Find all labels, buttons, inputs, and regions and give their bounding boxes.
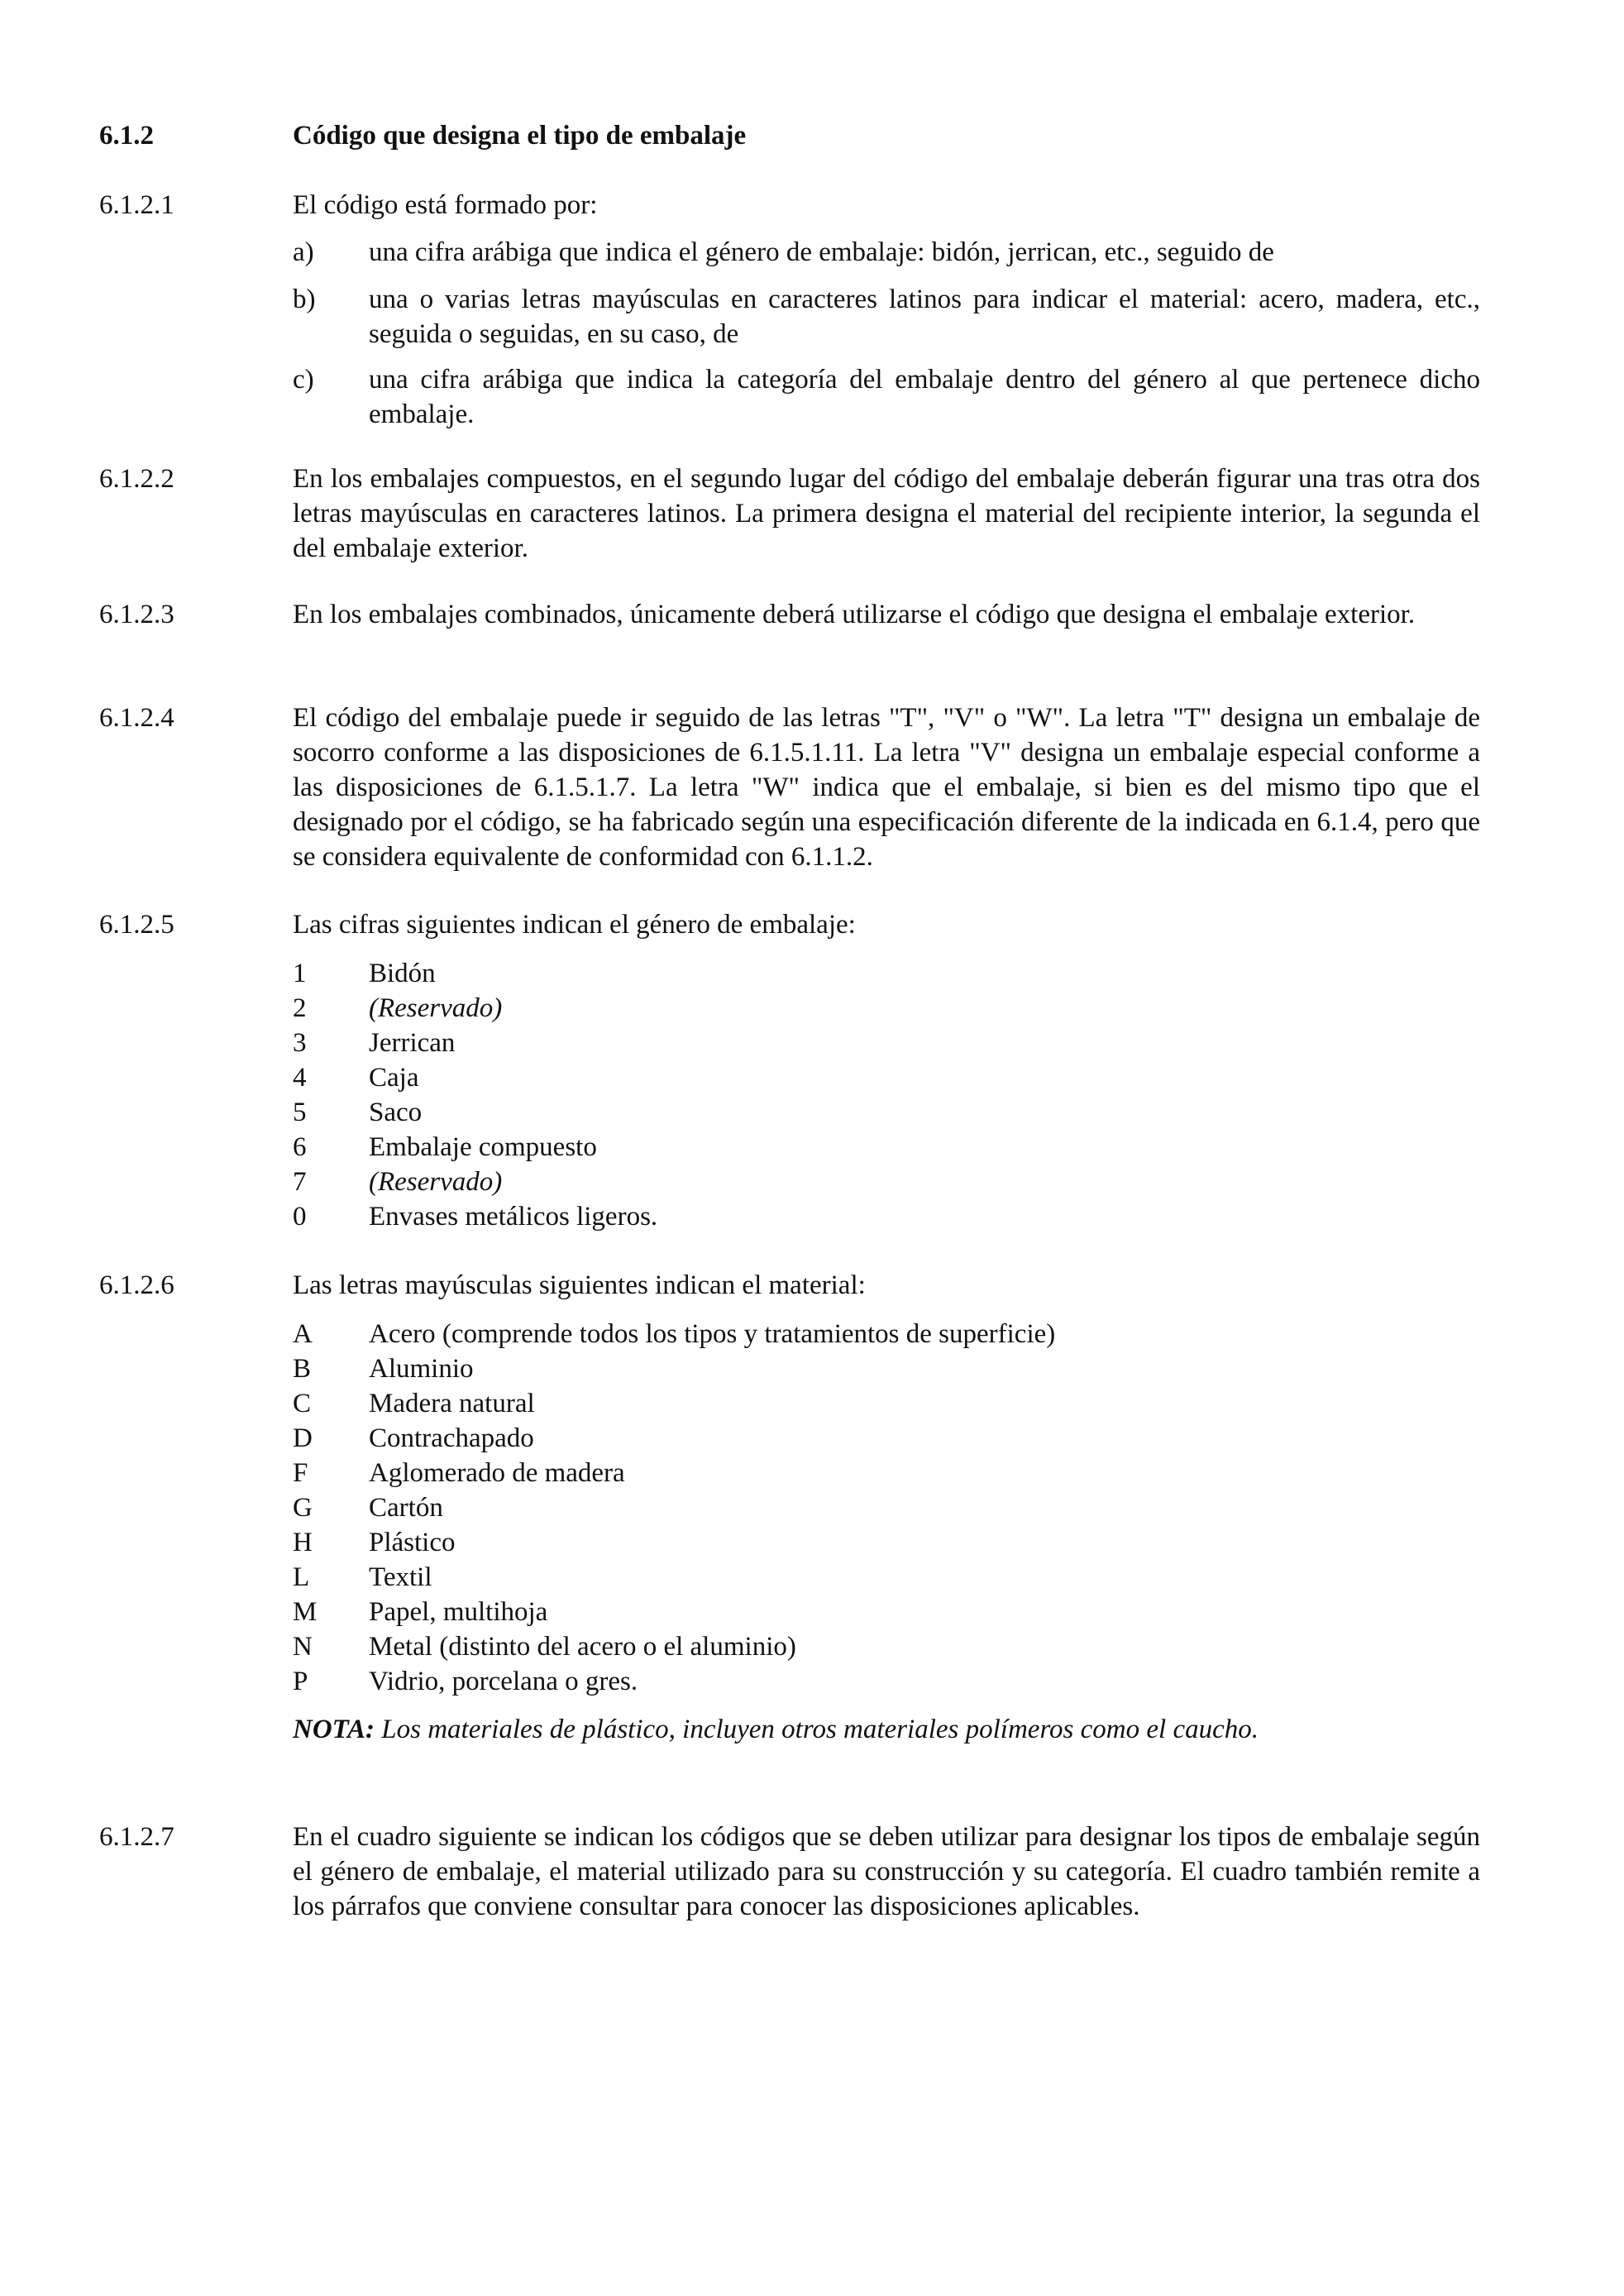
list-item	[293, 1130, 1480, 1165]
list-item-text: una cifra arábiga que indica la categoría del embalaje dentro del género al que pertenece dicho embalaje.	[369, 365, 1480, 429]
code: M	[293, 1597, 318, 1627]
list-item	[293, 1490, 1480, 1525]
description: Metal (distinto del acero o el aluminio)	[369, 1632, 796, 1662]
code: G	[293, 1493, 313, 1523]
paragraph-number: 6.1.2.4	[99, 703, 174, 733]
list-item	[293, 956, 1480, 991]
description: Cartón	[369, 1493, 443, 1523]
code: P	[293, 1667, 308, 1696]
description: Madera natural	[369, 1389, 535, 1418]
list-item	[293, 1560, 1480, 1595]
list-item	[293, 1351, 1480, 1386]
paragraph-number: 6.1.2.5	[99, 910, 174, 940]
description: Contrachapado	[369, 1423, 534, 1453]
list-item	[293, 991, 1480, 1026]
paragraph-number: 6.1.2.7	[99, 1822, 174, 1852]
list-item	[293, 1199, 1480, 1234]
list-item-label: b)	[293, 285, 316, 314]
code: 0	[293, 1202, 307, 1232]
description: Caja	[369, 1063, 419, 1093]
description: Acero (comprende todos los tipos y tratamientos de superficie)	[369, 1319, 1056, 1349]
paragraph-number: 6.1.2.6	[99, 1270, 174, 1300]
paragraph-number: 6.1.2.3	[99, 600, 174, 629]
note-label: NOTA:	[293, 1715, 375, 1744]
list-item-label: a)	[293, 237, 314, 267]
code: 6	[293, 1132, 307, 1162]
list-item	[293, 1595, 1480, 1629]
note-text: Los materiales de plástico, incluyen otros materiales polímeros como el caucho.	[375, 1715, 1259, 1744]
code: A	[293, 1319, 313, 1349]
code: N	[293, 1632, 313, 1662]
list-item	[293, 1095, 1480, 1130]
note	[293, 1712, 1480, 1747]
list-item	[293, 1386, 1480, 1421]
paragraph-text: El código está formado por:	[293, 190, 598, 220]
paragraph-text: Las cifras siguientes indican el género de embalaje:	[293, 910, 856, 940]
description: (Reservado)	[369, 1167, 503, 1197]
description: Papel, multihoja	[369, 1597, 548, 1627]
description: Bidón	[369, 959, 436, 988]
code: 4	[293, 1063, 307, 1093]
paragraph-text: En los embalajes combinados, únicamente deberá utilizarse el código que designa el embalaje exterior.	[293, 600, 1416, 629]
paragraph-number: 6.1.2.1	[99, 190, 174, 220]
paragraph-text: En los embalajes compuestos, en el segundo lugar del código del embalaje deberán figurar una tras otra dos letras mayúsculas en caracteres latinos. La primera designa el material del recipiente interior, la segunda el del embalaje exterior.	[293, 464, 1480, 563]
list-item	[293, 1060, 1480, 1095]
list-item	[293, 1165, 1480, 1199]
code: F	[293, 1458, 308, 1488]
description: Plástico	[369, 1528, 456, 1557]
description: (Reservado)	[369, 993, 503, 1023]
section-title: Código que designa el tipo de embalaje	[293, 121, 747, 151]
description: Textil	[369, 1562, 432, 1592]
code: C	[293, 1389, 312, 1418]
list-item-text: una cifra arábiga que indica el género de embalaje: bidón, jerrican, etc., seguido de	[369, 237, 1274, 267]
list-item	[293, 1664, 1480, 1699]
list-item	[293, 1525, 1480, 1560]
description: Aglomerado de madera	[369, 1458, 625, 1488]
code: L	[293, 1562, 310, 1592]
code: B	[293, 1354, 312, 1384]
paragraph-text: Las letras mayúsculas siguientes indican el material:	[293, 1270, 866, 1300]
description: Saco	[369, 1098, 423, 1127]
description: Envases metálicos ligeros.	[369, 1202, 658, 1232]
packaging-type-list	[293, 956, 1480, 1234]
code: D	[293, 1423, 313, 1453]
description: Jerrican	[369, 1028, 456, 1058]
code: 2	[293, 993, 307, 1023]
list-item-text: una o varias letras mayúsculas en caracteres latinos para indicar el material: acero, madera, etc., seguida o seguidas, en su caso, de	[369, 285, 1480, 349]
list-item	[293, 1026, 1480, 1060]
paragraph-number: 6.1.2.2	[99, 464, 174, 494]
code: H	[293, 1528, 313, 1557]
code: 1	[293, 959, 307, 988]
description: Vidrio, porcelana o gres.	[369, 1667, 638, 1696]
description: Embalaje compuesto	[369, 1132, 597, 1162]
list-item	[293, 1456, 1480, 1490]
section-number: 6.1.2	[99, 121, 154, 151]
code: 7	[293, 1167, 307, 1197]
list-item-label: c)	[293, 365, 314, 395]
list-item	[293, 1421, 1480, 1456]
paragraph-text: El código del embalaje puede ir seguido de las letras "T", "V" o "W". La letra "T" designa un embalaje de socorro conforme a las disposiciones de 6.1.5.1.11. La letra "V" designa un embalaje especial conforme a las disposiciones de 6.1.5.1.7. La letra "W" indica que el embalaje, si bien es del mismo tipo que el designado por el código, se ha fabricado según una especificación diferente de la indicada en 6.1.4, pero que se considera equivalente de conformidad con 6.1.1.2.	[293, 703, 1480, 872]
description: Aluminio	[369, 1354, 474, 1384]
code: 5	[293, 1098, 307, 1127]
list-item	[293, 1317, 1480, 1351]
paragraph-text: En el cuadro siguiente se indican los códigos que se deben utilizar para designar los tipos de embalaje según el género de embalaje, el material utilizado para su construcción y su categoría. El cuadro también remite a los párrafos que conviene consultar para conocer las disposiciones aplicables.	[293, 1822, 1480, 1921]
list-item	[293, 1629, 1480, 1664]
material-list	[293, 1317, 1480, 1699]
code: 3	[293, 1028, 307, 1058]
